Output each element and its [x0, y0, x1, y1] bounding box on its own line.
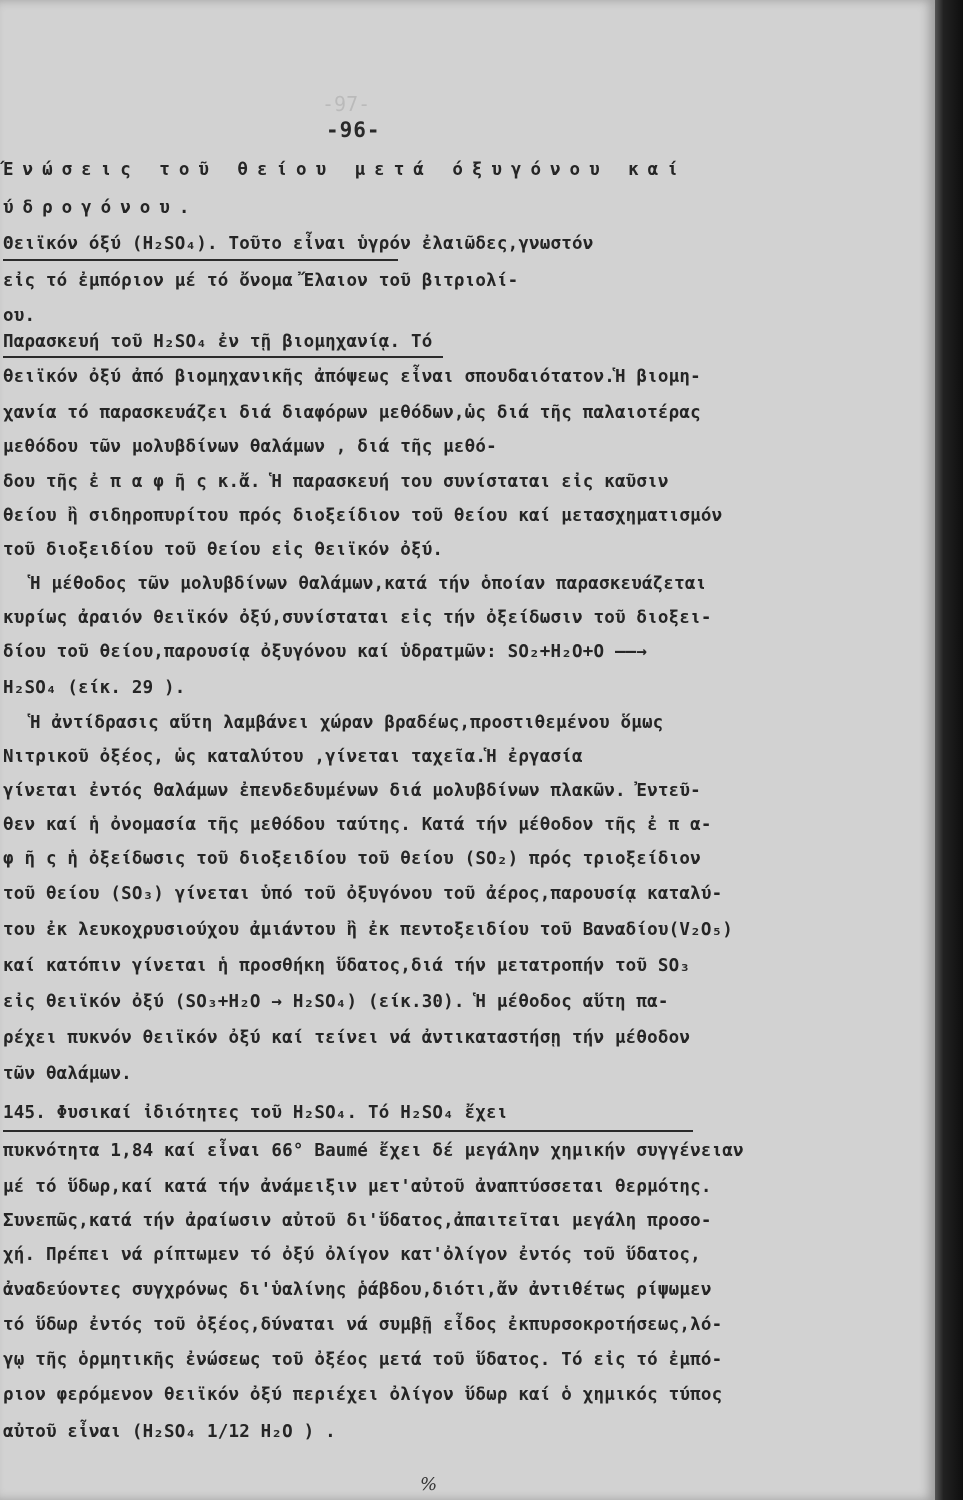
text-line: ἀναδεύοντες συγχρόνως δι'ὑαλίνης ῥάβδου,διότι,ἄν ἀντιθέτως ρίψωμεν	[3, 1280, 712, 1300]
underline	[3, 1130, 693, 1132]
text-line: χανία τό παρασκευάζει διά διαφόρων μεθόδων,ὡς διά τῆς παλαιοτέρας	[3, 403, 701, 423]
text-line: γίνεται ἐντός θαλάμων ἐπενδεδυμένων διά μολυβδίνων πλακῶν. Ἐντεῦ-	[3, 781, 701, 801]
text-line: μεθόδου τῶν μολυβδίνων θαλάμων , διά τῆς μεθό-	[3, 437, 497, 457]
text-line: θείου ἢ σιδηροπυρίτου πρός διοξείδιον τοῦ θείου καί μετασχηματισμόν	[3, 506, 723, 526]
underline	[3, 259, 398, 261]
text-line: του ἐκ λευκοχρυσιούχου ἀμιάντου ἢ ἐκ πεντοξειδίου τοῦ Βαναδίου(V₂O₅)	[3, 920, 734, 940]
text-line: ου.	[3, 306, 36, 326]
text-line: Νιτρικοῦ ὀξέος, ὡς καταλύτου ,γίνεται ταχεῖα.Ἡ ἐργασία	[3, 747, 583, 767]
text-line: μέ τό ὕδωρ,καί κατά τήν ἀνάμειξιν μετ'αὐτοῦ ἀναπτύσσεται θερμότης.	[3, 1177, 712, 1197]
text-line: ρέχει πυκνόν θειϊκόν ὀξύ καί τείνει νά ἀντικαταστήσῃ τήν μέθοδον	[3, 1028, 691, 1048]
text-line: Θειϊκόν όξύ (H₂SO₄). Τοῦτο εἶναι ὑγρόν ἐλαιῶδες,γνωστόν	[3, 234, 594, 254]
text-line: Ἡ ἀντίδρασις αὕτη λαμβάνει χώραν βραδέως,προστιθεμένου ὅμως	[30, 713, 664, 733]
text-line: γῳ τῆς ὁρμητικῆς ἐνώσεως τοῦ ὀξέος μετά τοῦ ὕδατος. Τό εἰς τό ἐμπό-	[3, 1350, 723, 1370]
text-line: δου τῆς ἐ π α φ ῆ ς κ.ἄ. Ἡ παρασκευή του συνίσταται εἰς καῦσιν	[3, 472, 669, 492]
heading-line-1: Ένώσεις τοῦ θείου μετά όξυγόνου καί	[3, 160, 687, 180]
text-line: εἰς θειϊκόν ὀξύ (SO₃+H₂O → H₂SO₄) (είκ.30). Ἡ μέθοδος αὕτη πα-	[3, 992, 669, 1012]
text-line: κυρίως ἀραιόν θειϊκόν ὀξύ,συνίσταται εἰς τήν ὀξείδωσιν τοῦ διοξει-	[3, 608, 712, 628]
text-line: φ ῆ ς ἡ ὀξείδωσις τοῦ διοξειδίου τοῦ θείου (SO₂) πρός τριοξείδιον	[3, 849, 701, 869]
text-line: Συνεπῶς,κατά τήν ἀραίωσιν αὐτοῦ δι'ὕδατος,ἀπαιτεῖται μεγάλη προσο-	[3, 1211, 712, 1231]
bleed-through-page-number: -97-	[322, 92, 371, 116]
text-line: δίου τοῦ θείου,παρουσίᾳ ὀξυγόνου καί ὑδρατμῶν: SO₂+H₂O+O ——→	[3, 642, 648, 662]
text-line: χή. Πρέπει νά ρίπτωμεν τό ὀξύ ὀλίγον κατ'ὀλίγον ἐντός τοῦ ὕδατος,	[3, 1245, 701, 1265]
underline	[3, 356, 443, 358]
text-line: τό ὕδωρ ἐντός τοῦ ὀξέος,δύναται νά συμβῇ εἶδος ἐκπυρσοκροτήσεως,λό-	[3, 1315, 723, 1335]
book-binding-edge	[935, 0, 963, 1500]
text-line: θεν καί ἡ ὀνομασία τῆς μεθόδου ταύτης. Κατά τήν μέθοδον τῆς ἐ π α-	[3, 815, 712, 835]
section-heading: 145. Φυσικαί ἰδιότητες τοῦ H₂SO₄. Τό H₂SO₄ ἔχει	[3, 1103, 508, 1123]
text-line: τῶν θαλάμων.	[3, 1064, 132, 1084]
text-line: πυκνότητα 1,84 καί εἶναι 66° Baumé ἔχει δέ μεγάλην χημικήν συγγένειαν	[3, 1141, 744, 1161]
text-line: αὐτοῦ εἶναι (H₂SO₄ 1/12 H₂O ) .	[3, 1422, 336, 1442]
text-line: εἰς τό ἐμπόριον μέ τό ὄνομα Ἔλαιον τοῦ βιτριολί-	[3, 271, 519, 291]
section-heading: Παρασκευή τοῦ H₂SO₄ ἐν τῇ βιομηχανίᾳ. Τό	[3, 332, 433, 352]
text-line: τοῦ διοξειδίου τοῦ θείου εἰς θειϊκόν ὀξύ.	[3, 540, 444, 560]
page-number: -96-	[326, 118, 381, 142]
text-line: H₂SO₄ (είκ. 29 ).	[3, 678, 186, 698]
text-line: θειϊκόν ὀξύ ἀπό βιομηχανικῆς ἀπόψεως εἶναι σπουδαιότατον.Ἡ βιομη-	[3, 367, 701, 387]
text-line: καί κατόπιν γίνεται ἡ προσθήκη ὕδατος,διά τήν μετατροπήν τοῦ SO₃	[3, 956, 691, 976]
text-line: τοῦ θείου (SO₃) γίνεται ὑπό τοῦ ὀξυγόνου τοῦ ἀέρος,παρουσίᾳ καταλύ-	[3, 884, 723, 904]
footer-mark: %	[420, 1474, 438, 1495]
heading-line-2: ύδρογόνου.	[3, 198, 199, 218]
text-line: Ἡ μέθοδος τῶν μολυβδίνων θαλάμων,κατά τήν ὁποίαν παρασκευάζεται	[30, 574, 707, 594]
text-line: ριον φερόμενον θειϊκόν ὀξύ περιέχει ὀλίγον ὕδωρ καί ὁ χημικός τύπος	[3, 1385, 723, 1405]
